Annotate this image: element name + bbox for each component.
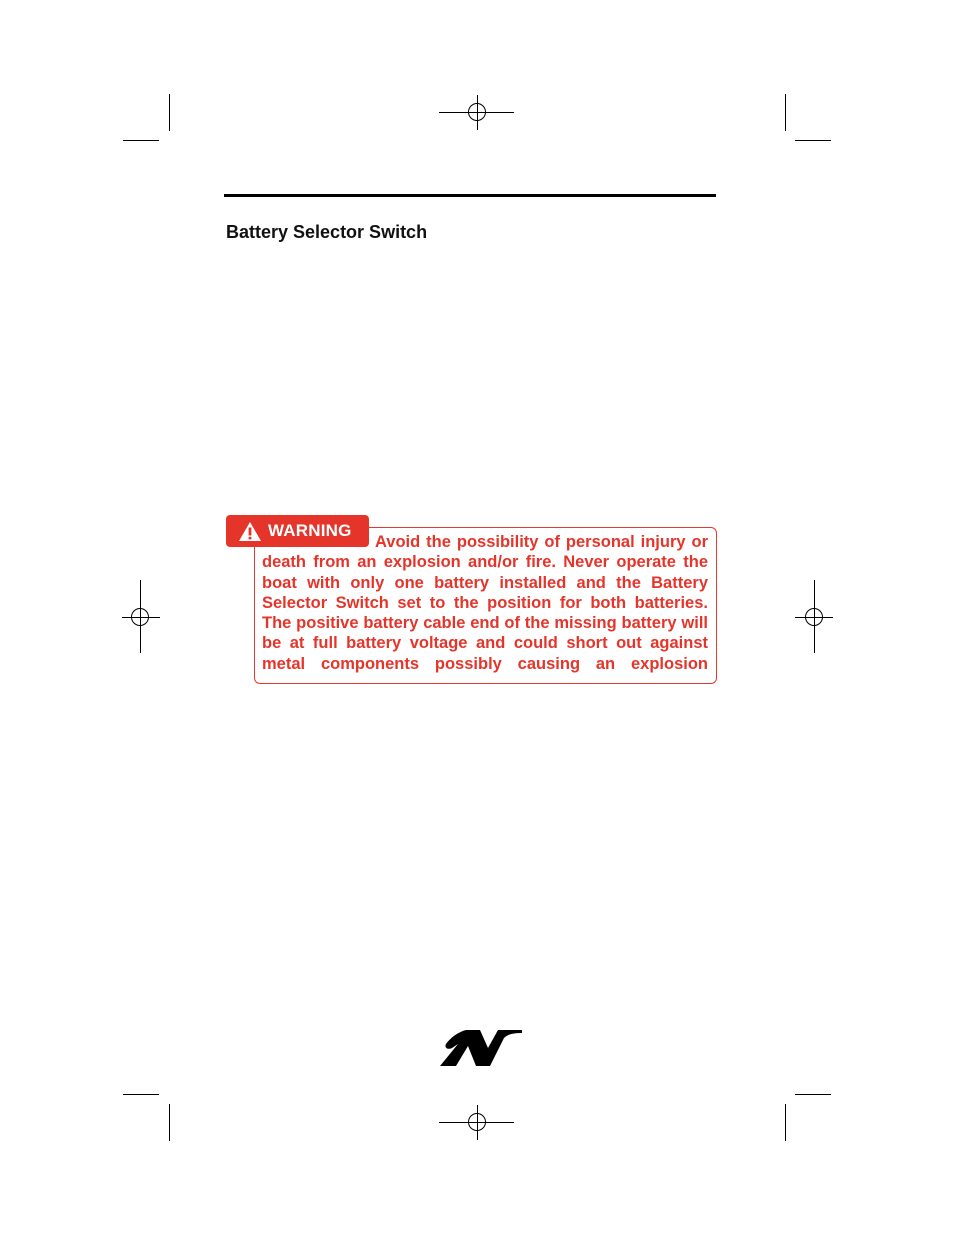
- crop-mark: [169, 1104, 170, 1141]
- warning-label: WARNING: [268, 521, 352, 540]
- crop-mark: [169, 94, 170, 131]
- crop-mark: [795, 140, 831, 141]
- header-rule: [224, 194, 716, 197]
- crop-mark: [785, 94, 786, 131]
- section-heading: Battery Selector Switch: [226, 222, 428, 242]
- warning-triangle-icon: [238, 521, 262, 542]
- brand-logo: [438, 1030, 524, 1073]
- crop-mark: [123, 140, 159, 141]
- crop-mark: [123, 1094, 159, 1095]
- crop-mark: [795, 1094, 831, 1095]
- warning-text: Avoid the possibility of personal injury or death from an explosion and/or fire. Never operate the boat with only one battery installed and the Battery Selector Switch set to the position for both batteries. The positive battery cable end of the missing battery will be at full battery voltage and could short out against metal components possibly causing an explosion: [262, 533, 708, 673]
- crop-mark: [785, 1104, 786, 1141]
